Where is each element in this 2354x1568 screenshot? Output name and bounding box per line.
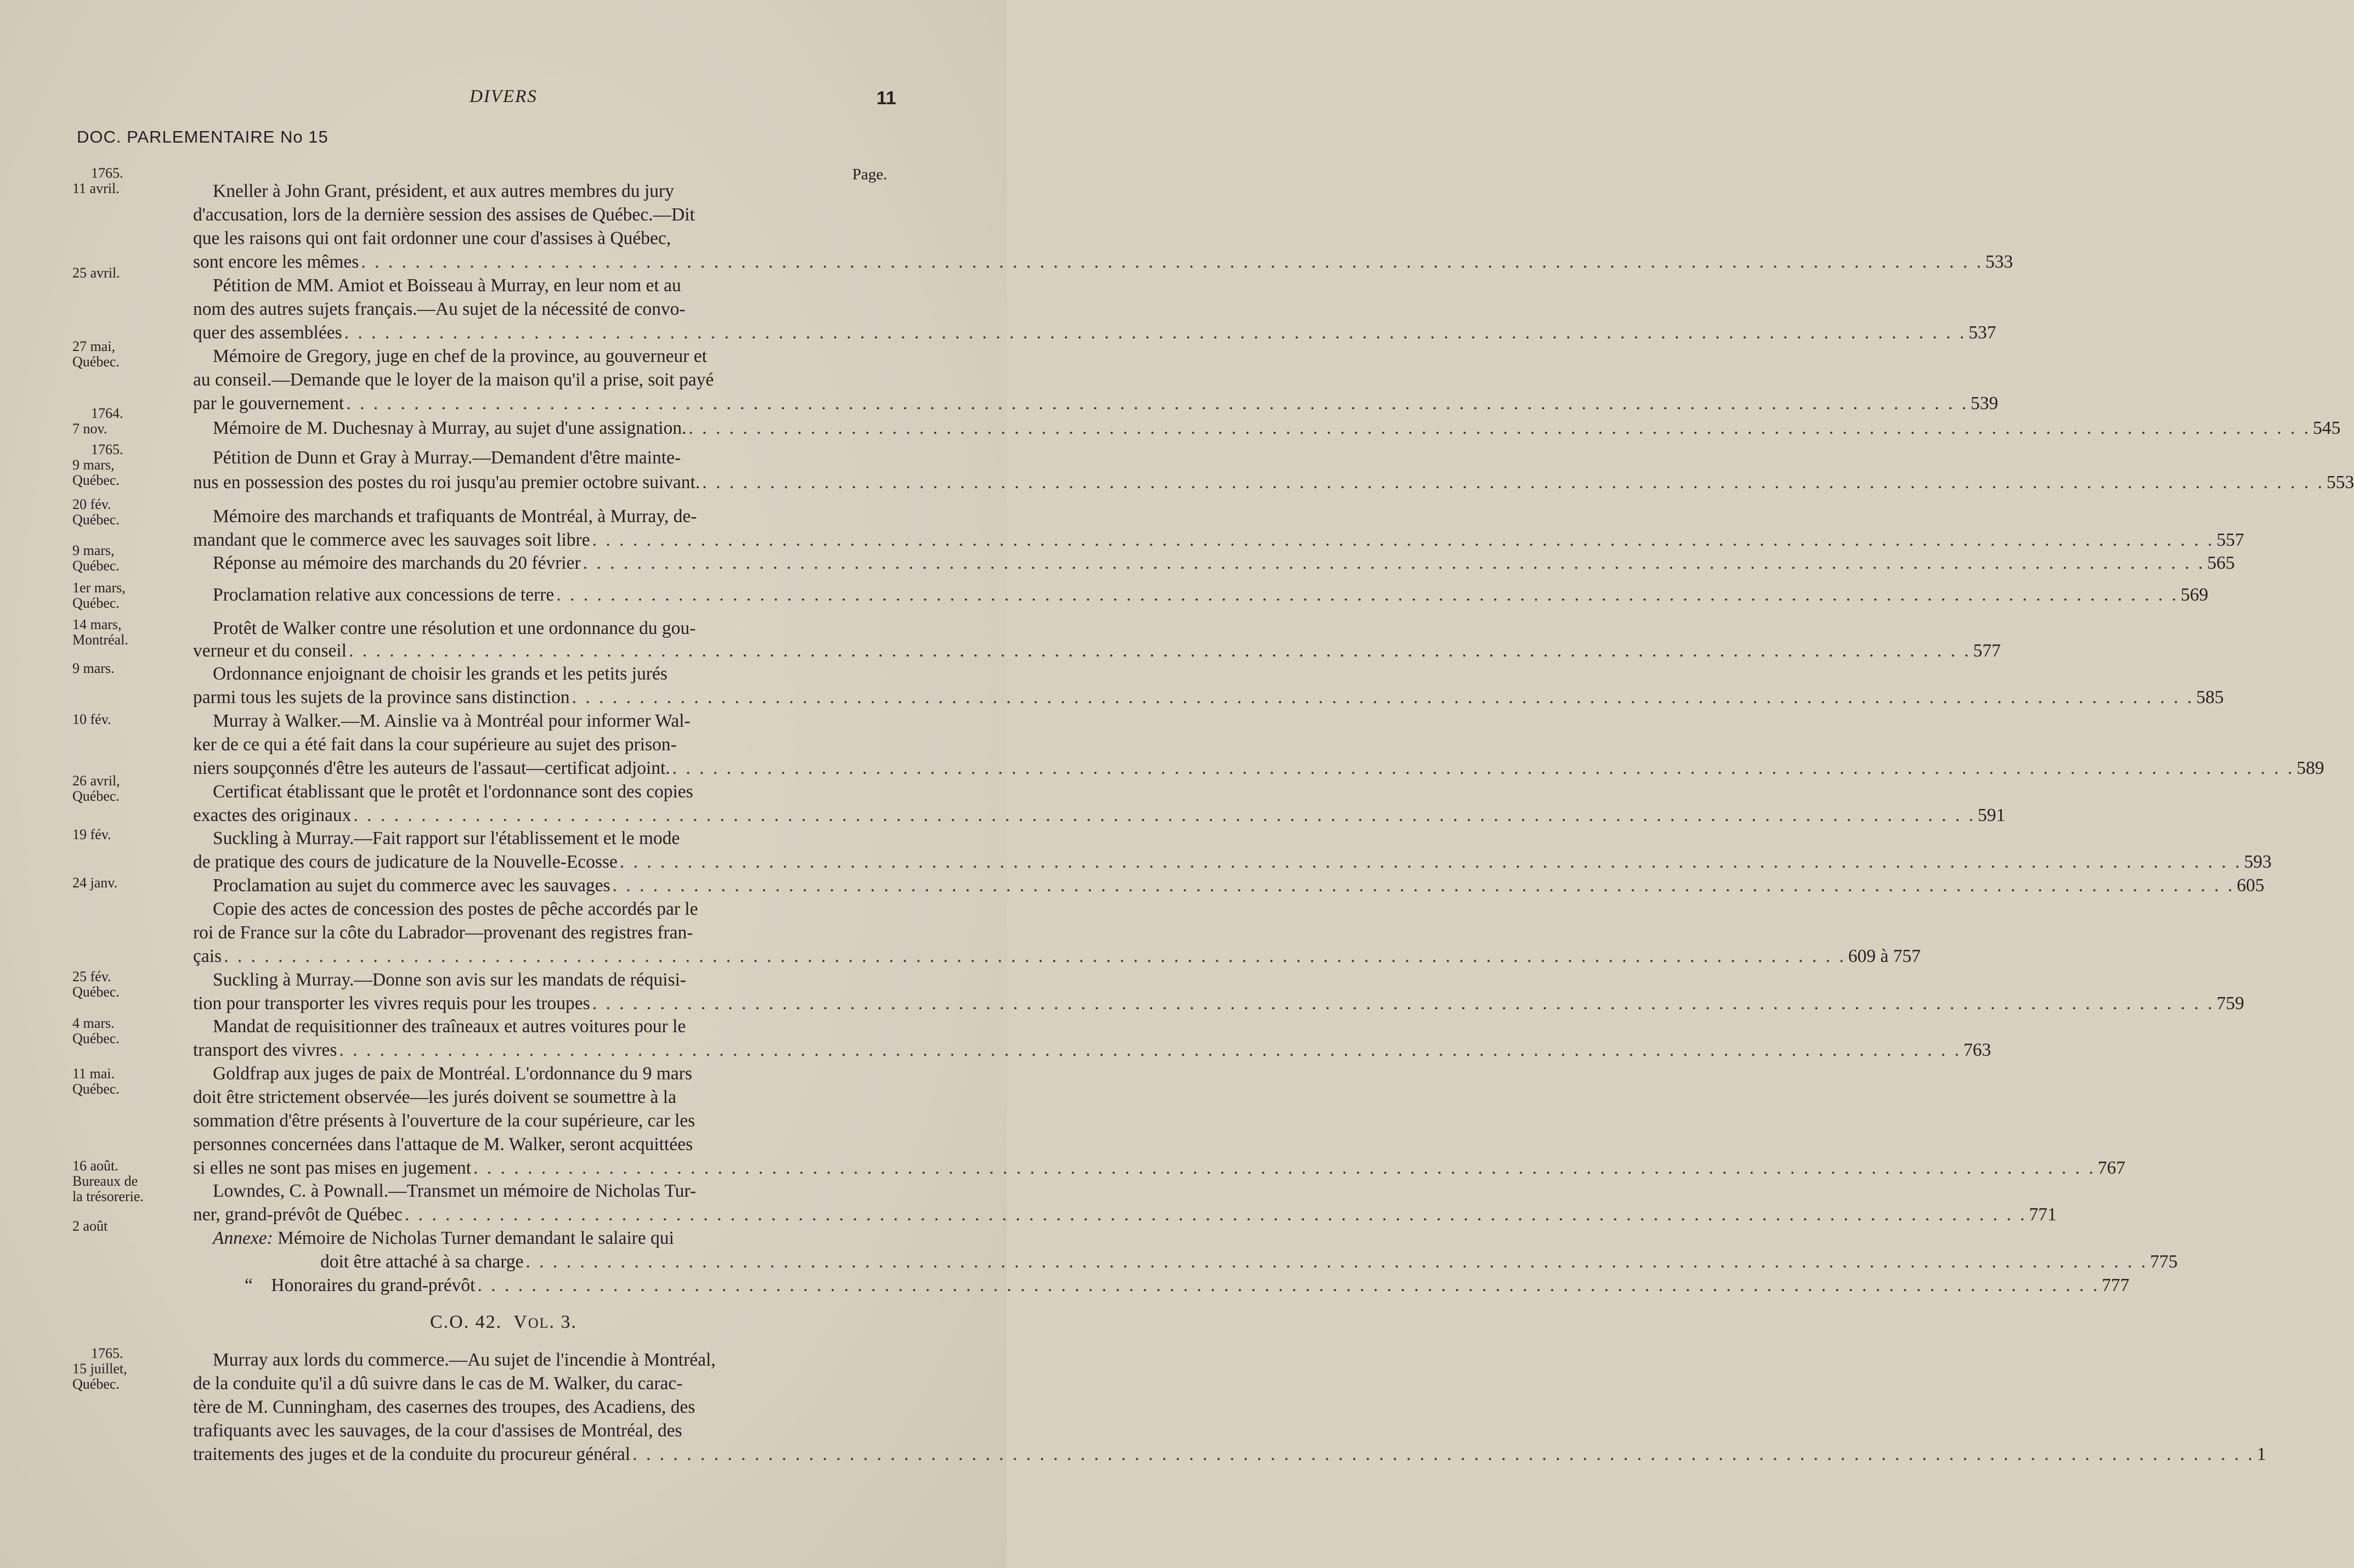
page-ref: 569: [2180, 585, 2209, 605]
entry-date: [72, 1016, 188, 1046]
entry-date: [72, 1066, 188, 1097]
entry-line-with-page: [193, 528, 2244, 552]
date-day: 10 fév.: [72, 711, 111, 727]
date-place: Québec.: [72, 595, 120, 611]
entry-date: [72, 406, 188, 437]
page-ref: 565: [2207, 553, 2235, 573]
date-day: 24 janv.: [72, 875, 118, 891]
entry-text: quer des assemblées: [193, 322, 342, 343]
dot-leader: . . . . . . . . . . . . . . . . . . . . . . . . . . . . . . . . . . . . . . . . . . . . . . . . . . . . . . . . . . . . . . . . . . . . . . . . . . . . . . . . . . . . . . . . . . . . . . . . . . . . . . . . . . . . . . . . . . . . . . . .: [473, 1158, 2096, 1178]
entry-date: [72, 661, 188, 676]
entry-line: ker de ce qui a été fait dans la cour supérieure au sujet des prison-: [193, 734, 677, 755]
entry-text: de pratique des cours de judicature de la Nouvelle-Ecosse: [193, 852, 618, 872]
dot-leader: . . . . . . . . . . . . . . . . . . . . . . . . . . . . . . . . . . . . . . . . . . . . . . . . . . . . . . . . . . . . . . . . . . . . . . . . . . . . . . . . . . . . . . . . . . . . . . . . . . . . . . . . . . . . . . . . . . . . . . . .: [592, 530, 2215, 550]
date-day: 9 mars,: [72, 542, 115, 558]
entry-line: Copie des actes de concession des postes de pêche accordés par le: [213, 899, 698, 919]
entry-line: tère de M. Cunningham, des casernes des troupes, des Acadiens, des: [193, 1397, 695, 1417]
date-day: 7 nov.: [72, 421, 107, 437]
entry-line: Suckling à Murray.—Donne son avis sur les mandats de réquisi-: [213, 970, 687, 990]
entry-date: [72, 827, 188, 842]
entry-line-with-page: [193, 944, 1921, 968]
page-ref: 1: [2256, 1444, 2266, 1464]
date-day: 1er mars,: [72, 580, 126, 596]
dot-leader: . . . . . . . . . . . . . . . . . . . . . . . . . . . . . . . . . . . . . . . . . . . . . . . . . . . . . . . . . . . . . . . . . . . . . . . . . . . . . . . . . . . . . . . . . . . . . . . . . . . . . . . . . . . . . . . . . . . . . . . .: [592, 993, 2215, 1014]
page-ref: 775: [2150, 1252, 2178, 1272]
entry-date: [72, 580, 188, 611]
entry-date: [72, 617, 188, 648]
date-place: la trésorerie.: [72, 1188, 144, 1204]
entry-text: verneur et du conseil: [193, 641, 347, 661]
date-day: 26 avril,: [72, 773, 120, 789]
entry-date: [72, 875, 188, 891]
date-day: 4 mars.: [72, 1015, 115, 1031]
dot-leader: . . . . . . . . . . . . . . . . . . . . . . . . . . . . . . . . . . . . . . . . . . . . . . . . . . . . . . . . . . . . . . . . . . . . . . . . . . . . . . . . . . . . . . . . . . . . . . . . . . . . . . . . . . . . . . . . . . . . . . . .: [582, 553, 2205, 573]
page-column-label: Page.: [852, 166, 887, 183]
date-day: 27 mai,: [72, 338, 115, 354]
section-prefix: C.O. 42.: [430, 1312, 502, 1332]
date-place: Québec.: [72, 1376, 120, 1392]
date-year: 1765.: [91, 441, 123, 457]
entry-date: [72, 712, 188, 727]
entry-line-with-page: [193, 1442, 2266, 1466]
entry-line: Protêt de Walker contre une résolution et une ordonnance du gou-: [213, 618, 696, 638]
dot-leader: . . . . . . . . . . . . . . . . . . . . . . . . . . . . . . . . . . . . . . . . . . . . . . . . . . . . . . . . . . . . . . . . . . . . . . . . . . . . . . . . . . . . . . . . . . . . . . . . . . . . . . . . . . . . . . . . . . . . . . . .: [349, 641, 1971, 661]
date-day: 25 avril.: [72, 265, 120, 281]
entry-date: [72, 1346, 188, 1392]
date-year: 1764.: [91, 405, 123, 421]
entry-text: Mémoire de Nicholas Turner demandant le salaire qui: [278, 1228, 674, 1248]
entry-text: doit être attaché à sa charge: [320, 1252, 524, 1272]
entry-text: mandant que le commerce avec les sauvages soit libre: [193, 530, 590, 550]
entry-text: sont encore les mêmes: [193, 252, 359, 272]
entry-date: [72, 339, 188, 370]
entry-text: niers soupçonnés d'être les auteurs de l'assaut—certificat adjoint.: [193, 758, 670, 778]
annex-line: [193, 1226, 902, 1250]
entry-text: nus en possession des postes du roi jusqu'au premier octobre suivant.: [193, 472, 700, 493]
entry-line: Goldfrap aux juges de paix de Montréal. L'ordonnance du 9 mars: [213, 1063, 692, 1084]
entry-line: Suckling à Murray.—Fait rapport sur l'établissement et le mode: [213, 828, 680, 848]
document-label: DOC. PARLEMENTAIRE No 15: [77, 127, 329, 146]
entry-line-with-page: [193, 1156, 2125, 1180]
page-number: 11: [876, 88, 896, 109]
entry-line-with-page: [193, 992, 2244, 1015]
entry-date: [72, 773, 188, 804]
entry-line-with-page: [193, 686, 2224, 709]
entry-text: “ Honoraires du grand-prévôt: [245, 1275, 476, 1295]
dot-leader: . . . . . . . . . . . . . . . . . . . . . . . . . . . . . . . . . . . . . . . . . . . . . . . . . . . . . . . . . . . . . . . . . . . . . . . . . . . . . . . . . . . . . . . . . . . . . . . . . . . . . . . . . . . . . . . . . . . . . . . .: [224, 946, 1846, 966]
dot-leader: . . . . . . . . . . . . . . . . . . . . . . . . . . . . . . . . . . . . . . . . . . . . . . . . . . . . . . . . . . . . . . . . . . . . . . . . . . . . . . . . . . . . . . . . . . . . . . . . . . . . . . . . . . . . . . . . . . . . . . . .: [361, 252, 1983, 272]
entry-line: Mémoire de Gregory, juge en chef de la province, au gouverneur et: [213, 346, 708, 366]
page-ref: 759: [2216, 993, 2244, 1014]
date-day: 14 mars,: [72, 616, 122, 632]
entry-line-with-page: [193, 639, 2001, 663]
date-place: Québec.: [72, 472, 120, 488]
entry-line: Ordonnance enjoignant de choisir les grands et les petits jurés: [213, 664, 667, 684]
date-day: 9 mars.: [72, 660, 115, 676]
entry-line: d'accusation, lors de la dernière session des assises de Québec.—Dit: [193, 205, 695, 225]
entry-date: [72, 1219, 188, 1234]
page-ref: 609 à 757: [1848, 946, 1921, 966]
entry-line: Murray à Walker.—M. Ainslie va à Montréal pour informer Wal-: [213, 711, 691, 731]
entry-text: çais: [193, 946, 222, 966]
entry-text: Mémoire de M. Duchesnay à Murray, au sujet d'une assignation.: [213, 418, 687, 438]
dot-leader: . . . . . . . . . . . . . . . . . . . . . . . . . . . . . . . . . . . . . . . . . . . . . . . . . . . . . . . . . . . . . . . . . . . . . . . . . . . . . . . . . . . . . . . . . . . . . . . . . . . . . . . . . . . . . . . . . . . . . . . .: [619, 852, 2242, 872]
date-year: 1765.: [91, 1345, 123, 1361]
entry-text: ner, grand-prévôt de Québec: [193, 1204, 403, 1225]
dot-leader: . . . . . . . . . . . . . . . . . . . . . . . . . . . . . . . . . . . . . . . . . . . . . . . . . . . . . . . . . . . . . . . . . . . . . . . . . . . . . . . . . . . . . . . . . . . . . . . . . . . . . . . . . . . . . . . . . . . . . . . .: [556, 585, 2178, 605]
section-header: C.O. 42. VOL. 3.: [430, 1312, 577, 1332]
entry-line: Lowndes, C. à Pownall.—Transmet un mémoire de Nicholas Tur-: [213, 1181, 697, 1201]
entry-date: [72, 265, 188, 281]
dot-leader: . . . . . . . . . . . . . . . . . . . . . . . . . . . . . . . . . . . . . . . . . . . . . . . . . . . . . . . . . . . . . . . . . . . . . . . . . . . . . . . . . . . . . . . . . . . . . . . . . . . . . . . . . . . . . . . . . . . . . . . .: [477, 1275, 2100, 1295]
entry-text: Proclamation au sujet du commerce avec les sauvages: [213, 875, 610, 896]
entry-line-with-page: [193, 321, 1996, 344]
entry-line-with-page: [193, 850, 2272, 874]
dot-leader: . . . . . . . . . . . . . . . . . . . . . . . . . . . . . . . . . . . . . . . . . . . . . . . . . . . . . . . . . . . . . . . . . . . . . . . . . . . . . . . . . . . . . . . . . . . . . . . . . . . . . . . . . . . . . . . . . . . . . . . .: [404, 1204, 2027, 1225]
entry-date: [72, 497, 188, 528]
entry-date: [72, 442, 188, 488]
entry-line-with-page: [193, 583, 2209, 607]
entry-line-with-page: [193, 756, 2324, 780]
page-ref: 537: [1968, 322, 1996, 343]
page-ref: 553: [2326, 472, 2354, 493]
dot-leader: . . . . . . . . . . . . . . . . . . . . . . . . . . . . . . . . . . . . . . . . . . . . . . . . . . . . . . . . . . . . . . . . . . . . . . . . . . . . . . . . . . . . . . . . . . . . . . . . . . . . . . . . . . . . . . . . . . . . . . . .: [339, 1040, 1961, 1060]
date-day: 9 mars,: [72, 457, 115, 473]
annex-label: Annexe:: [213, 1228, 273, 1248]
dot-leader: . . . . . . . . . . . . . . . . . . . . . . . . . . . . . . . . . . . . . . . . . . . . . . . . . . . . . . . . . . . . . . . . . . . . . . . . . . . . . . . . . . . . . . . . . . . . . . . . . . . . . . . . . . . . . . . . . . . . . . . .: [525, 1252, 2148, 1272]
entry-line: de la conduite qu'il a dû suivre dans le cas de M. Walker, du carac-: [193, 1373, 683, 1394]
entry-line: trafiquants avec les sauvages, de la cour d'assises de Montréal, des: [193, 1420, 682, 1441]
dot-leader: . . . . . . . . . . . . . . . . . . . . . . . . . . . . . . . . . . . . . . . . . . . . . . . . . . . . . . . . . . . . . . . . . . . . . . . . . . . . . . . . . . . . . . . . . . . . . . . . . . . . . . . . . . . . . . . . . . . . . . . .: [346, 393, 1968, 414]
page-ref: 545: [2313, 418, 2341, 438]
dot-leader: . . . . . . . . . . . . . . . . . . . . . . . . . . . . . . . . . . . . . . . . . . . . . . . . . . . . . . . . . . . . . . . . . . . . . . . . . . . . . . . . . . . . . . . . . . . . . . . . . . . . . . . . . . . . . . . . . . . . . . . .: [353, 805, 1976, 825]
entry-line-with-page: [193, 1273, 2130, 1297]
entry-date: [72, 166, 188, 196]
page-ref: 577: [1973, 641, 2001, 661]
date-day: 11 mai.: [72, 1066, 115, 1082]
entry-text: parmi tous les sujets de la province sans distinction: [193, 687, 570, 707]
running-title: DIVERS: [469, 87, 537, 106]
entry-line-with-page: [193, 250, 2013, 274]
entry-line-with-page: [193, 416, 2341, 440]
date-place: Québec.: [72, 984, 120, 1000]
entry-text: par le gouvernement: [193, 393, 344, 414]
date-place: Québec.: [72, 1081, 120, 1097]
page-ref: 777: [2102, 1275, 2130, 1295]
dot-leader: . . . . . . . . . . . . . . . . . . . . . . . . . . . . . . . . . . . . . . . . . . . . . . . . . . . . . . . . . . . . . . . . . . . . . . . . . . . . . . . . . . . . . . . . . . . . . . . . . . . . . . . . . . . . . . . . . . . . . . . .: [632, 1444, 2255, 1464]
dot-leader: . . . . . . . . . . . . . . . . . . . . . . . . . . . . . . . . . . . . . . . . . . . . . . . . . . . . . . . . . . . . . . . . . . . . . . . . . . . . . . . . . . . . . . . . . . . . . . . . . . . . . . . . . . . . . . . . . . . . . . . .: [702, 472, 2324, 493]
entry-line: Mandat de requisitionner des traîneaux et autres voitures pour le: [213, 1016, 686, 1037]
date-day: 16 août.: [72, 1158, 118, 1174]
page-ref: 585: [2196, 687, 2224, 707]
date-place: Montréal.: [72, 632, 128, 648]
dot-leader: . . . . . . . . . . . . . . . . . . . . . . . . . . . . . . . . . . . . . . . . . . . . . . . . . . . . . . . . . . . . . . . . . . . . . . . . . . . . . . . . . . . . . . . . . . . . . . . . . . . . . . . . . . . . . . . . . . . . . . . .: [672, 758, 2295, 778]
dot-leader: . . . . . . . . . . . . . . . . . . . . . . . . . . . . . . . . . . . . . . . . . . . . . . . . . . . . . . . . . . . . . . . . . . . . . . . . . . . . . . . . . . . . . . . . . . . . . . . . . . . . . . . . . . . . . . . . . . . . . . . .: [344, 322, 1967, 343]
entry-line-with-page: [193, 803, 2006, 827]
entry-date: [72, 543, 188, 574]
entry-text: si elles ne sont pas mises en jugement: [193, 1158, 472, 1178]
entry-line-with-page: [193, 874, 2265, 897]
entry-line: Murray aux lords du commerce.—Au sujet de l'incendie à Montréal,: [213, 1350, 716, 1370]
date-day: 25 fév.: [72, 969, 111, 984]
entry-line: Kneller à John Grant, président, et aux autres membres du jury: [213, 181, 674, 201]
entry-line-with-page: [193, 471, 2354, 494]
entry-line: doit être strictement observée—les jurés doivent se soumettre à la: [193, 1087, 676, 1107]
date-place: Bureaux de: [72, 1173, 138, 1189]
date-day: 2 août: [72, 1218, 108, 1234]
entry-line-with-page: [193, 1203, 2057, 1226]
entry-line: personnes concernées dans l'attaque de M. Walker, seront acquittées: [193, 1134, 693, 1154]
page-ref: 763: [1963, 1040, 1991, 1060]
page-ref: 771: [2029, 1204, 2057, 1225]
page-ref: 605: [2237, 875, 2265, 896]
date-year: 1765.: [91, 165, 123, 181]
date-place: Québec.: [72, 788, 120, 804]
date-day: 19 fév.: [72, 827, 111, 842]
entry-text: transport des vivres: [193, 1040, 337, 1060]
dot-leader: . . . . . . . . . . . . . . . . . . . . . . . . . . . . . . . . . . . . . . . . . . . . . . . . . . . . . . . . . . . . . . . . . . . . . . . . . . . . . . . . . . . . . . . . . . . . . . . . . . . . . . . . . . . . . . . . . . . . . . . .: [612, 875, 2235, 896]
page-ref: 591: [1978, 805, 2006, 825]
entry-line-with-page: [193, 1038, 1991, 1062]
entry-line: Certificat établissant que le protêt et l'ordonnance sont des copies: [213, 782, 693, 802]
entry-line: Mémoire des marchands et trafiquants de Montréal, à Murray, de-: [213, 506, 697, 527]
dot-leader: . . . . . . . . . . . . . . . . . . . . . . . . . . . . . . . . . . . . . . . . . . . . . . . . . . . . . . . . . . . . . . . . . . . . . . . . . . . . . . . . . . . . . . . . . . . . . . . . . . . . . . . . . . . . . . . . . . . . . . . .: [688, 418, 2311, 438]
dot-leader: . . . . . . . . . . . . . . . . . . . . . . . . . . . . . . . . . . . . . . . . . . . . . . . . . . . . . . . . . . . . . . . . . . . . . . . . . . . . . . . . . . . . . . . . . . . . . . . . . . . . . . . . . . . . . . . . . . . . . . . .: [571, 687, 2194, 707]
page-ref: 557: [2216, 530, 2244, 550]
page-ref: 533: [1985, 252, 2013, 272]
entry-text: tion pour transporter les vivres requis pour les troupes: [193, 993, 590, 1014]
ditto-mark: “: [245, 1275, 253, 1295]
page-ref: 539: [1970, 393, 1999, 414]
date-place: Québec.: [72, 558, 120, 574]
entry-line-with-page: [193, 551, 2235, 575]
entry-line: Pétition de Dunn et Gray à Murray.—Demandent d'être mainte-: [213, 448, 681, 468]
entry-line: que les raisons qui ont fait ordonner une cour d'assises à Québec,: [193, 228, 671, 248]
date-day: 20 fév.: [72, 496, 111, 512]
entry-text: Proclamation relative aux concessions de terre: [213, 585, 554, 605]
entry-date: [72, 1158, 188, 1204]
page-ref: 593: [2244, 852, 2272, 872]
entry-date: [72, 969, 188, 1000]
entry-line: nom des autres sujets français.—Au sujet de la nécessité de convo-: [193, 299, 686, 319]
date-day: 15 juillet,: [72, 1361, 127, 1377]
entry-line: roi de France sur la côte du Labrador—provenant des registres fran-: [193, 922, 693, 943]
page-ref: 767: [2097, 1158, 2125, 1178]
entry-line-with-page: [193, 392, 1999, 415]
entry-line: au conseil.—Demande que le loyer de la maison qu'il a prise, soit payé: [193, 370, 714, 390]
entry-text: traitements des juges et de la conduite du procureur général: [193, 1444, 631, 1464]
date-place: Québec.: [72, 1031, 120, 1046]
entry-line: sommation d'être présents à l'ouverture de la cour supérieure, car les: [193, 1111, 695, 1131]
entry-line: Pétition de MM. Amiot et Boisseau à Murray, en leur nom et au: [213, 275, 681, 296]
date-place: Québec.: [72, 512, 120, 528]
entry-line-with-page: [193, 1250, 2178, 1273]
entry-text: exactes des originaux: [193, 805, 352, 825]
entry-text: Réponse au mémoire des marchands du 20 février: [213, 553, 581, 573]
date-place: Québec.: [72, 354, 120, 370]
page-ref: 589: [2296, 758, 2324, 778]
date-day: 11 avril.: [72, 180, 120, 196]
